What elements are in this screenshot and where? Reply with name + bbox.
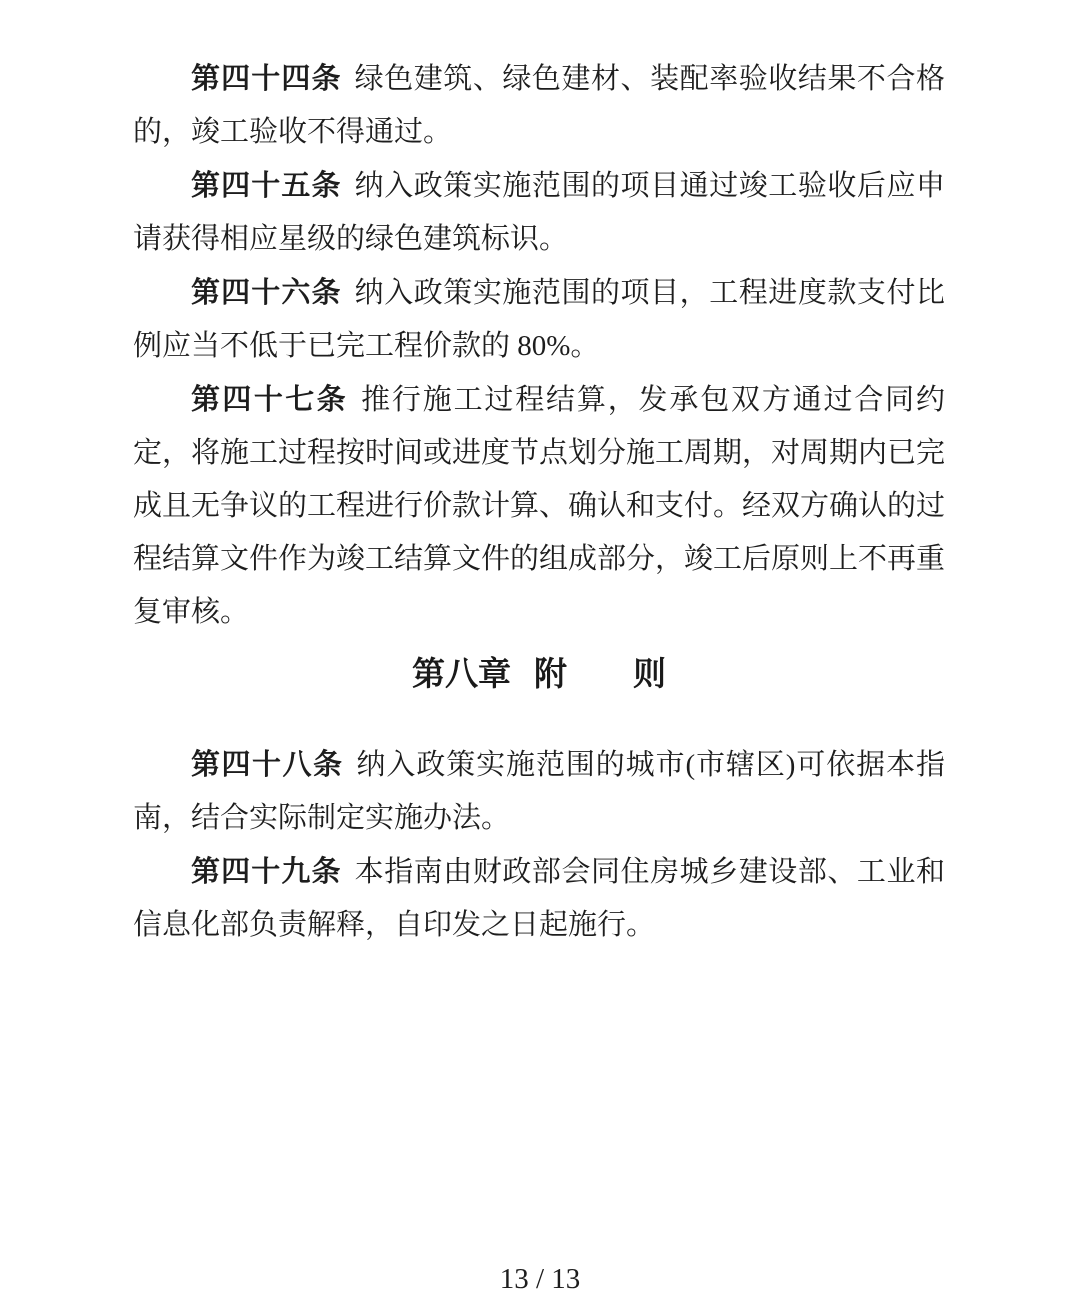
article-text: 本指南由财政部会同住房城乡建设部、工业和信息化部负责解释，自印发之日起施行。	[133, 856, 945, 941]
article-number: 第四十六条	[191, 275, 342, 309]
document-body	[133, 52, 945, 952]
chapter-heading: 第八章 附 则	[412, 654, 666, 693]
article-paragraph-48	[133, 738, 945, 845]
article-number: 第四十九条	[191, 854, 342, 888]
article-text: 纳入政策实施范围的项目，工程进度款支付比例应当不低于已完工程价款的 80%。	[133, 277, 945, 362]
article-text: 纳入政策实施范围的项目通过竣工验收后应申请获得相应星级的绿色建筑标识。	[133, 170, 945, 255]
article-number: 第四十五条	[191, 168, 342, 202]
article-text: 绿色建筑、绿色建材、装配率验收结果不合格的，竣工验收不得通过。	[133, 63, 945, 148]
page-number: 13 / 13	[499, 1263, 581, 1295]
article-paragraph-46	[133, 266, 945, 373]
article-paragraph-44	[133, 52, 945, 159]
article-text: 推行施工过程结算，发承包双方通过合同约定，将施工过程按时间或进度节点划分施工周期，对周期内已完成且无争议的工程进行价款计算、确认和支付。经双方确认的过程结算文件作为竣工结算文件的组成部分，竣工后原则上不再重复审核。	[133, 384, 946, 628]
article-number: 第四十七条	[191, 382, 349, 416]
article-paragraph-45	[133, 159, 945, 266]
article-number: 第四十八条	[191, 747, 344, 781]
page-footer	[0, 1263, 1080, 1296]
article-paragraph-49	[133, 845, 945, 952]
article-paragraph-47	[133, 373, 945, 639]
article-number: 第四十四条	[191, 61, 342, 95]
article-text: 纳入政策实施范围的城市(市辖区)可依据本指南，结合实际制定实施办法。	[133, 749, 945, 834]
